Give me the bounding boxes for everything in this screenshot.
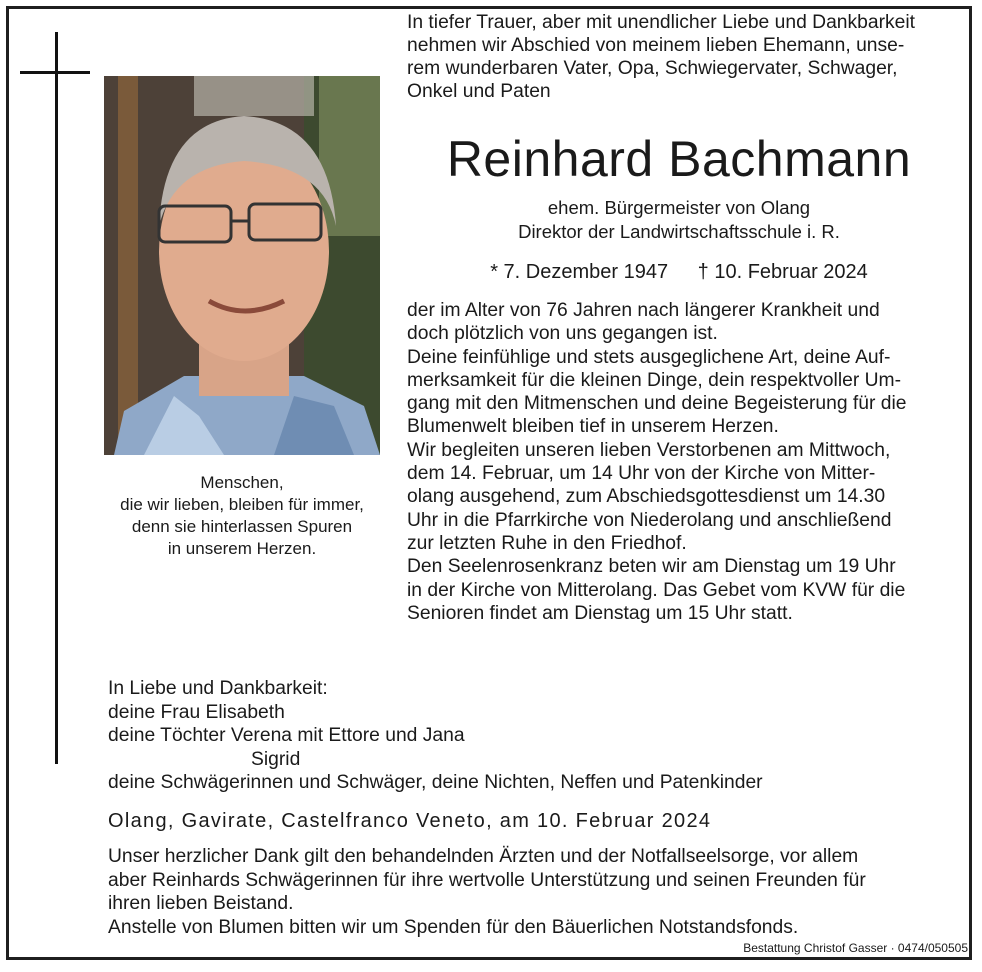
cross-vertical bbox=[55, 32, 58, 764]
family-line: In Liebe und Dankbarkeit: bbox=[108, 678, 328, 699]
family-signatures bbox=[108, 677, 948, 795]
place-and-date: Olang, Gavirate, Castelfranco Veneto, am 10. Februar 2024 bbox=[108, 810, 712, 832]
body-line: Den Seelenrosenkranz beten wir am Dienstag um 19 Uhr bbox=[407, 556, 896, 578]
family-line: deine Töchter Verena mit Ettore und Jana bbox=[108, 725, 465, 746]
body-line: dem 14. Februar, um 14 Uhr von der Kirche von Mitter- bbox=[407, 463, 876, 485]
body-line: Deine feinfühlige und stets ausgeglichene Art, deine Auf- bbox=[407, 346, 891, 368]
roles bbox=[407, 196, 951, 244]
birth-date: * 7. Dezember 1947 bbox=[490, 261, 669, 283]
body-line: in der Kirche von Mitterolang. Das Gebet vom KVW für die bbox=[407, 579, 906, 601]
body-line: Uhr in die Pfarrkirche von Niederolang und anschließend bbox=[407, 509, 892, 531]
quote-line: in unserem Herzen. bbox=[167, 539, 317, 558]
announcement-body bbox=[407, 299, 951, 625]
thanks-line: Anstelle von Blumen bitten wir um Spenden für den Bäuerlichen Notstandsfonds. bbox=[108, 916, 799, 938]
thanks-line: ihren lieben Beistand. bbox=[108, 893, 294, 914]
family-line: deine Schwägerinnen und Schwäger, deine Nichten, Neffen und Patenkinder bbox=[108, 772, 763, 793]
family-line: Sigrid bbox=[251, 748, 301, 770]
role-line: Direktor der Landwirtschaftsschule i. R. bbox=[518, 221, 840, 242]
body-line: Wir begleiten unseren lieben Verstorbenen am Mittwoch, bbox=[407, 439, 891, 461]
intro-line: Onkel und Paten bbox=[407, 81, 551, 102]
deceased-name: Reinhard Bachmann bbox=[446, 131, 912, 187]
body-line: merksamkeit für die kleinen Dinge, dein respektvoller Um- bbox=[407, 369, 902, 391]
portrait-photo bbox=[104, 76, 380, 455]
memorial-quote bbox=[104, 472, 380, 560]
body-line: zur letzten Ruhe in den Friedhof. bbox=[407, 532, 687, 554]
quote-line: Menschen, bbox=[200, 473, 284, 492]
intro-text bbox=[407, 11, 951, 103]
death-date: † 10. Februar 2024 bbox=[697, 261, 868, 283]
family-line: deine Frau Elisabeth bbox=[108, 701, 285, 723]
body-line: der im Alter von 76 Jahren nach längerer Krankheit und bbox=[407, 300, 880, 321]
intro-line: nehmen wir Abschied von meinem lieben Ehemann, unse- bbox=[407, 35, 905, 56]
body-line: Blumenwelt bleiben tief in unserem Herzen. bbox=[407, 416, 779, 438]
life-dates bbox=[407, 259, 951, 285]
quote-line: die wir lieben, bleiben für immer, bbox=[120, 495, 364, 514]
quote-line: denn sie hinterlassen Spuren bbox=[131, 517, 353, 536]
thanks-text bbox=[108, 845, 950, 939]
body-line: doch plötzlich von uns gegangen ist. bbox=[407, 323, 718, 345]
thanks-line: aber Reinhards Schwägerinnen für ihre wertvolle Unterstützung und seinen Freunden für bbox=[108, 869, 866, 891]
intro-line: In tiefer Trauer, aber mit unendlicher Liebe und Dankbarkeit bbox=[407, 12, 916, 33]
funeral-home-credit: Bestattung Christof Gasser · 0474/050505 bbox=[743, 941, 968, 955]
body-line: Senioren findet am Dienstag um 15 Uhr statt. bbox=[407, 602, 793, 624]
body-line: gang mit den Mitmenschen und deine Begeisterung für die bbox=[407, 393, 907, 415]
body-line: olang ausgehend, zum Abschiedsgottesdienst um 14.30 bbox=[407, 486, 886, 508]
cross-horizontal bbox=[20, 71, 90, 74]
intro-line: rem wunderbaren Vater, Opa, Schwiegervater, Schwager, bbox=[407, 58, 898, 79]
thanks-line: Unser herzlicher Dank gilt den behandelnden Ärzten und der Notfallseelsorge, vor allem bbox=[108, 846, 859, 867]
role-line: ehem. Bürgermeister von Olang bbox=[547, 197, 811, 218]
